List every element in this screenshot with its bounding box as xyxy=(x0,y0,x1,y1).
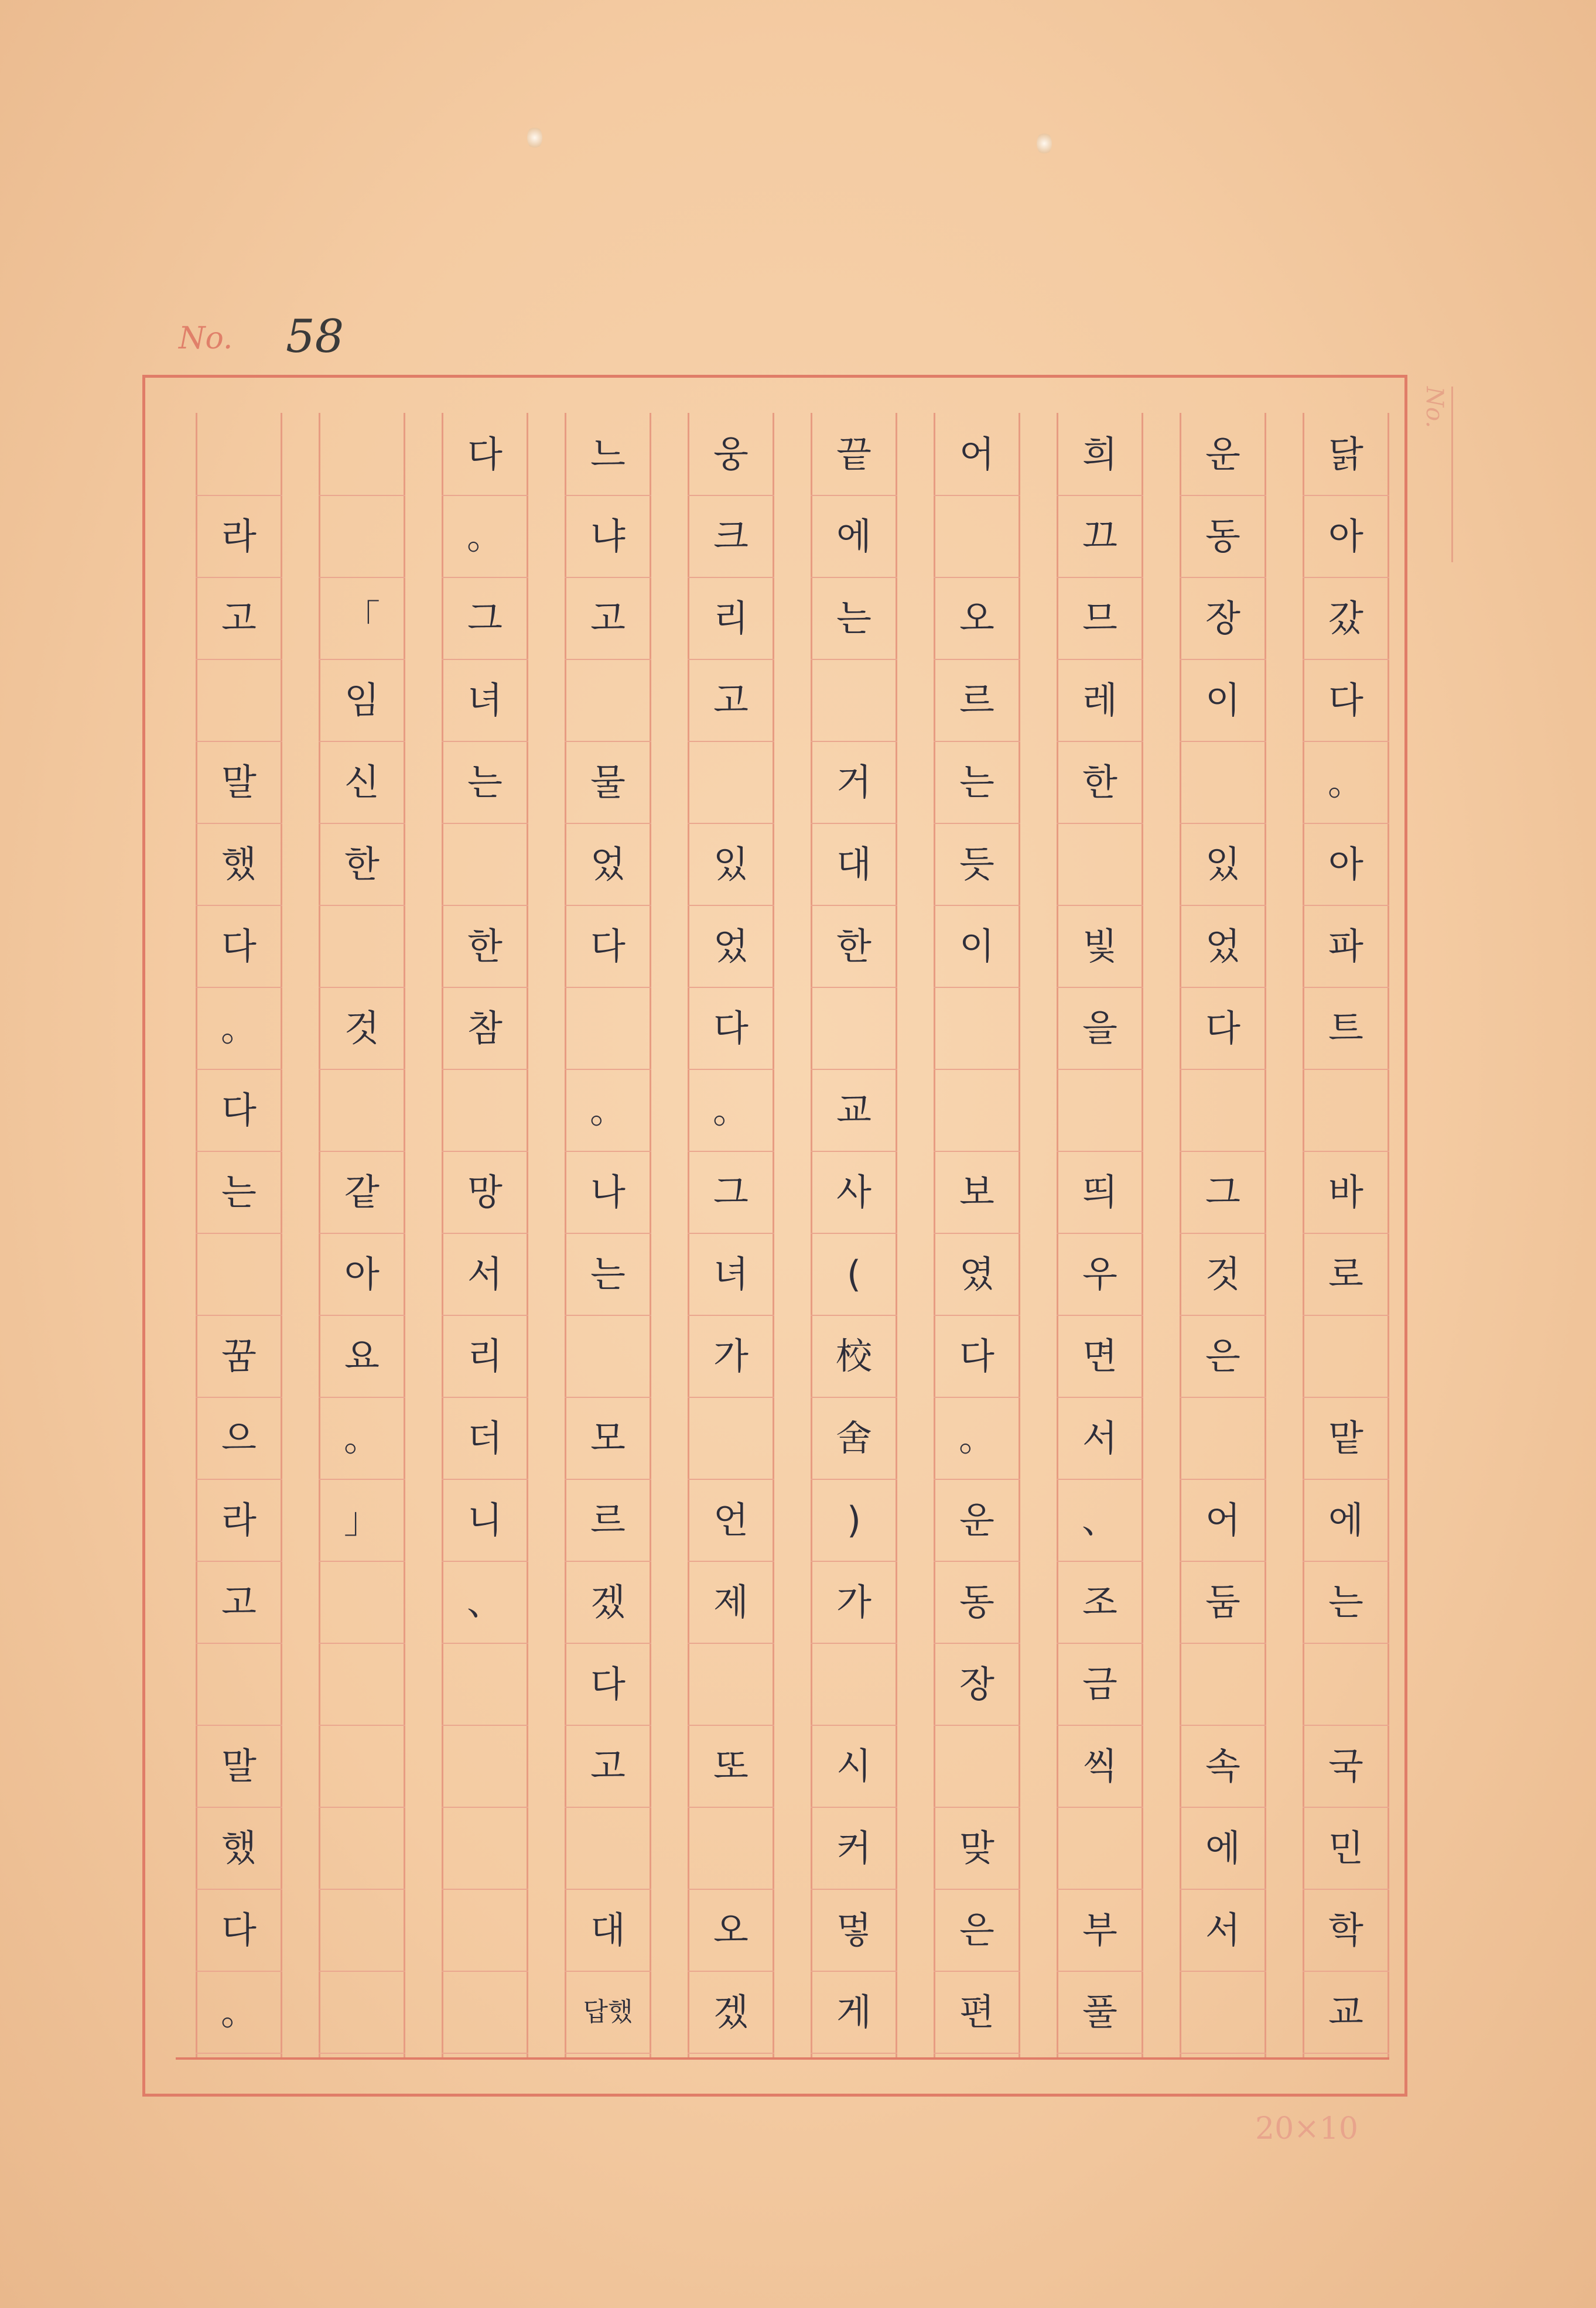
manuscript-cell: 학 xyxy=(1303,1890,1389,1972)
manuscript-cell: 은 xyxy=(934,1890,1020,1972)
manuscript-cell: 고 xyxy=(565,578,651,660)
manuscript-cell: 냐 xyxy=(565,496,651,578)
manuscript-cell: 。 xyxy=(934,1398,1020,1480)
manuscript-cell: 라 xyxy=(196,1480,282,1562)
manuscript-cell: 닭 xyxy=(1303,414,1389,496)
manuscript-cell: 었 xyxy=(565,824,651,906)
manuscript-cell: 을 xyxy=(1057,988,1143,1070)
manuscript-cell xyxy=(442,1890,528,1972)
manuscript-cell: 아 xyxy=(1303,824,1389,906)
manuscript-cell: 오 xyxy=(934,578,1020,660)
manuscript-cell: 했 xyxy=(196,1808,282,1890)
manuscript-cell: 국 xyxy=(1303,1726,1389,1808)
manuscript-column xyxy=(442,413,528,2057)
manuscript-cell: 우 xyxy=(1057,1234,1143,1316)
manuscript-cell: 모 xyxy=(565,1398,651,1480)
manuscript-cell: 부 xyxy=(1057,1890,1143,1972)
manuscript-cell xyxy=(1303,1316,1389,1398)
manuscript-cell: 동 xyxy=(1180,496,1266,578)
manuscript-cell: 다 xyxy=(442,414,528,496)
manuscript-cell: 」 xyxy=(319,1480,405,1562)
manuscript-cell: 금 xyxy=(1057,1644,1143,1726)
manuscript-cell: 。 xyxy=(565,1070,651,1152)
manuscript-cell: 「 xyxy=(319,578,405,660)
manuscript-cell: 것 xyxy=(1180,1234,1266,1316)
manuscript-cell: 물 xyxy=(565,742,651,824)
manuscript-cell: 겠 xyxy=(565,1562,651,1644)
manuscript-cell: 가 xyxy=(688,1316,774,1398)
manuscript-cell: 말 xyxy=(196,1726,282,1808)
manuscript-cell: 맡 xyxy=(1303,1398,1389,1480)
manuscript-cell: 민 xyxy=(1303,1808,1389,1890)
manuscript-cell xyxy=(1303,1070,1389,1152)
manuscript-cell xyxy=(811,988,897,1070)
manuscript-cell: 장 xyxy=(934,1644,1020,1726)
manuscript-cell: 나 xyxy=(565,1152,651,1234)
manuscript-cell: 운 xyxy=(934,1480,1020,1562)
manuscript-cell: 편 xyxy=(934,1972,1020,2054)
manuscript-cell: 은 xyxy=(1180,1316,1266,1398)
manuscript-cell: 듯 xyxy=(934,824,1020,906)
manuscript-cell: 는 xyxy=(196,1152,282,1234)
manuscript-cell: 는 xyxy=(811,578,897,660)
manuscript-cell: 다 xyxy=(565,906,651,988)
manuscript-cell: 트 xyxy=(1303,988,1389,1070)
manuscript-cell: 그 xyxy=(442,578,528,660)
manuscript-grid xyxy=(176,413,1389,2057)
manuscript-cell: 아 xyxy=(1303,496,1389,578)
manuscript-cell xyxy=(319,414,405,496)
manuscript-column xyxy=(688,413,774,2057)
manuscript-cell xyxy=(565,660,651,742)
pin-hole-left xyxy=(527,126,542,149)
manuscript-cell xyxy=(319,1644,405,1726)
manuscript-cell xyxy=(934,496,1020,578)
manuscript-cell: 에 xyxy=(1180,1808,1266,1890)
manuscript-cell: 갔 xyxy=(1303,578,1389,660)
manuscript-column xyxy=(565,413,651,2057)
manuscript-cell: ) xyxy=(811,1480,897,1562)
manuscript-column xyxy=(196,413,282,2057)
manuscript-cell xyxy=(319,1808,405,1890)
manuscript-cell: 또 xyxy=(688,1726,774,1808)
manuscript-cell: 고 xyxy=(565,1726,651,1808)
manuscript-cell: 임 xyxy=(319,660,405,742)
manuscript-cell: 그 xyxy=(1180,1152,1266,1234)
manuscript-cell: 겠 xyxy=(688,1972,774,2054)
manuscript-cell: 었 xyxy=(1180,906,1266,988)
manuscript-cell xyxy=(196,414,282,496)
manuscript-cell: 다 xyxy=(196,1070,282,1152)
manuscript-cell: 거 xyxy=(811,742,897,824)
manuscript-cell: 요 xyxy=(319,1316,405,1398)
manuscript-cell: 라 xyxy=(196,496,282,578)
manuscript-cell: 꿈 xyxy=(196,1316,282,1398)
manuscript-cell: 。 xyxy=(688,1070,774,1152)
manuscript-cell: 언 xyxy=(688,1480,774,1562)
manuscript-cell: 둠 xyxy=(1180,1562,1266,1644)
manuscript-cell: 씩 xyxy=(1057,1726,1143,1808)
manuscript-cell: 다 xyxy=(196,906,282,988)
manuscript-cell: 말 xyxy=(196,742,282,824)
manuscript-cell: 레 xyxy=(1057,660,1143,742)
manuscript-cell xyxy=(934,1070,1020,1152)
manuscript-cell: 다 xyxy=(688,988,774,1070)
manuscript-cell: 였 xyxy=(934,1234,1020,1316)
manuscript-cell: 웅 xyxy=(688,414,774,496)
manuscript-cell: 로 xyxy=(1303,1234,1389,1316)
paper-format-label: 20×10 xyxy=(1255,2111,1358,2146)
manuscript-cell xyxy=(565,1316,651,1398)
manuscript-cell: 동 xyxy=(934,1562,1020,1644)
manuscript-cell: 、 xyxy=(1057,1480,1143,1562)
manuscript-cell: 조 xyxy=(1057,1562,1143,1644)
manuscript-cell xyxy=(1180,1644,1266,1726)
manuscript-cell: 。 xyxy=(196,988,282,1070)
manuscript-cell: 있 xyxy=(1180,824,1266,906)
manuscript-cell: 바 xyxy=(1303,1152,1389,1234)
manuscript-cell: 이 xyxy=(934,906,1020,988)
manuscript-cell: 녀 xyxy=(688,1234,774,1316)
manuscript-column xyxy=(934,413,1020,2057)
manuscript-cell: 참 xyxy=(442,988,528,1070)
manuscript-cell: 는 xyxy=(934,742,1020,824)
manuscript-cell xyxy=(1180,1398,1266,1480)
manuscript-cell xyxy=(442,824,528,906)
manuscript-cell: 는 xyxy=(565,1234,651,1316)
manuscript-cell xyxy=(442,1972,528,2054)
page-number-label: No. xyxy=(179,321,233,356)
manuscript-cell xyxy=(688,1808,774,1890)
manuscript-cell: 같 xyxy=(319,1152,405,1234)
manuscript-cell: 장 xyxy=(1180,578,1266,660)
manuscript-cell xyxy=(442,1644,528,1726)
manuscript-cell: 시 xyxy=(811,1726,897,1808)
manuscript-cell: 다 xyxy=(565,1644,651,1726)
manuscript-cell: 어 xyxy=(934,414,1020,496)
next-page-label: No. xyxy=(1421,387,1448,429)
manuscript-cell xyxy=(811,1644,897,1726)
grid-bottom-border xyxy=(176,2057,1389,2060)
manuscript-cell: 한 xyxy=(442,906,528,988)
manuscript-cell xyxy=(1057,824,1143,906)
manuscript-cell: 다 xyxy=(934,1316,1020,1398)
manuscript-cell: 제 xyxy=(688,1562,774,1644)
manuscript-column xyxy=(1180,413,1266,2057)
manuscript-cell: 파 xyxy=(1303,906,1389,988)
manuscript-cell: 크 xyxy=(688,496,774,578)
manuscript-cell: 니 xyxy=(442,1480,528,1562)
manuscript-cell: ( xyxy=(811,1234,897,1316)
manuscript-cell xyxy=(196,660,282,742)
manuscript-cell xyxy=(319,1972,405,2054)
manuscript-cell xyxy=(565,1808,651,1890)
manuscript-cell: 고 xyxy=(688,660,774,742)
manuscript-cell xyxy=(565,988,651,1070)
manuscript-cell xyxy=(934,1726,1020,1808)
manuscript-cell: 아 xyxy=(319,1234,405,1316)
manuscript-cell: 서 xyxy=(442,1234,528,1316)
manuscript-cell xyxy=(811,660,897,742)
manuscript-cell: 띄 xyxy=(1057,1152,1143,1234)
manuscript-cell: 보 xyxy=(934,1152,1020,1234)
manuscript-cell: 면 xyxy=(1057,1316,1143,1398)
manuscript-cell xyxy=(319,1726,405,1808)
manuscript-cell: 교 xyxy=(811,1070,897,1152)
manuscript-cell: 멓 xyxy=(811,1890,897,1972)
manuscript-cell: 。 xyxy=(442,496,528,578)
manuscript-cell: 운 xyxy=(1180,414,1266,496)
manuscript-cell: 신 xyxy=(319,742,405,824)
manuscript-cell: 했 xyxy=(196,824,282,906)
manuscript-cell xyxy=(442,1726,528,1808)
manuscript-cell: 답했 xyxy=(565,1972,651,2054)
manuscript-cell: 으 xyxy=(196,1398,282,1480)
manuscript-cell: 한 xyxy=(1057,742,1143,824)
manuscript-cell: 있 xyxy=(688,824,774,906)
manuscript-cell: 망 xyxy=(442,1152,528,1234)
manuscript-cell: 느 xyxy=(565,414,651,496)
manuscript-cell xyxy=(1057,1070,1143,1152)
manuscript-cell: 것 xyxy=(319,988,405,1070)
manuscript-cell: 었 xyxy=(688,906,774,988)
manuscript-cell xyxy=(688,742,774,824)
manuscript-cell xyxy=(319,1890,405,1972)
manuscript-cell: 이 xyxy=(1180,660,1266,742)
manuscript-cell xyxy=(196,1234,282,1316)
manuscript-cell xyxy=(688,1398,774,1480)
manuscript-cell: 끄 xyxy=(1057,496,1143,578)
manuscript-cell: 속 xyxy=(1180,1726,1266,1808)
manuscript-cell: 校 xyxy=(811,1316,897,1398)
manuscript-cell: 커 xyxy=(811,1808,897,1890)
manuscript-cell xyxy=(1303,1644,1389,1726)
manuscript-cell: 舍 xyxy=(811,1398,897,1480)
manuscript-cell: 。 xyxy=(319,1398,405,1480)
manuscript-column xyxy=(319,413,405,2057)
manuscript-cell: 한 xyxy=(319,824,405,906)
manuscript-cell: 한 xyxy=(811,906,897,988)
manuscript-cell: 므 xyxy=(1057,578,1143,660)
manuscript-cell: 에 xyxy=(811,496,897,578)
manuscript-cell: 빛 xyxy=(1057,906,1143,988)
manuscript-cell xyxy=(688,1644,774,1726)
manuscript-column xyxy=(1303,413,1389,2057)
manuscript-cell: 오 xyxy=(688,1890,774,1972)
manuscript-cell: 끝 xyxy=(811,414,897,496)
page-number: 58 xyxy=(286,310,344,363)
manuscript-cell: 。 xyxy=(196,1972,282,2054)
manuscript-cell: 어 xyxy=(1180,1480,1266,1562)
manuscript-cell xyxy=(1180,742,1266,824)
manuscript-column xyxy=(1057,413,1143,2057)
manuscript-cell xyxy=(319,1070,405,1152)
manuscript-cell: 。 xyxy=(1303,742,1389,824)
manuscript-cell xyxy=(319,496,405,578)
manuscript-cell: 교 xyxy=(1303,1972,1389,2054)
manuscript-cell: 서 xyxy=(1057,1398,1143,1480)
manuscript-cell: 더 xyxy=(442,1398,528,1480)
pin-hole-right xyxy=(1037,132,1052,155)
manuscript-cell: 르 xyxy=(565,1480,651,1562)
manuscript-cell: 맞 xyxy=(934,1808,1020,1890)
manuscript-cell: 서 xyxy=(1180,1890,1266,1972)
manuscript-cell: 희 xyxy=(1057,414,1143,496)
manuscript-cell: 녀 xyxy=(442,660,528,742)
manuscript-cell: 리 xyxy=(688,578,774,660)
manuscript-cell xyxy=(442,1070,528,1152)
manuscript-cell: 르 xyxy=(934,660,1020,742)
manuscript-cell: 그 xyxy=(688,1152,774,1234)
manuscript-cell: 게 xyxy=(811,1972,897,2054)
manuscript-cell: 대 xyxy=(565,1890,651,1972)
manuscript-cell xyxy=(934,988,1020,1070)
manuscript-cell: 、 xyxy=(442,1562,528,1644)
manuscript-column xyxy=(811,413,897,2057)
manuscript-cell xyxy=(1180,1972,1266,2054)
manuscript-cell xyxy=(1180,1070,1266,1152)
manuscript-cell xyxy=(196,1644,282,1726)
manuscript-cell: 다 xyxy=(1303,660,1389,742)
manuscript-cell xyxy=(319,906,405,988)
manuscript-cell: 고 xyxy=(196,1562,282,1644)
manuscript-cell: 는 xyxy=(442,742,528,824)
manuscript-cell: 풀 xyxy=(1057,1972,1143,2054)
manuscript-cell: 는 xyxy=(1303,1562,1389,1644)
manuscript-cell: 가 xyxy=(811,1562,897,1644)
manuscript-cell: 다 xyxy=(196,1890,282,1972)
manuscript-cell: 리 xyxy=(442,1316,528,1398)
manuscript-cell: 다 xyxy=(1180,988,1266,1070)
manuscript-cell xyxy=(319,1562,405,1644)
manuscript-cell: 대 xyxy=(811,824,897,906)
manuscript-cell: 고 xyxy=(196,578,282,660)
manuscript-cell: 에 xyxy=(1303,1480,1389,1562)
manuscript-cell: 사 xyxy=(811,1152,897,1234)
manuscript-cell xyxy=(1057,1808,1143,1890)
manuscript-cell xyxy=(442,1808,528,1890)
